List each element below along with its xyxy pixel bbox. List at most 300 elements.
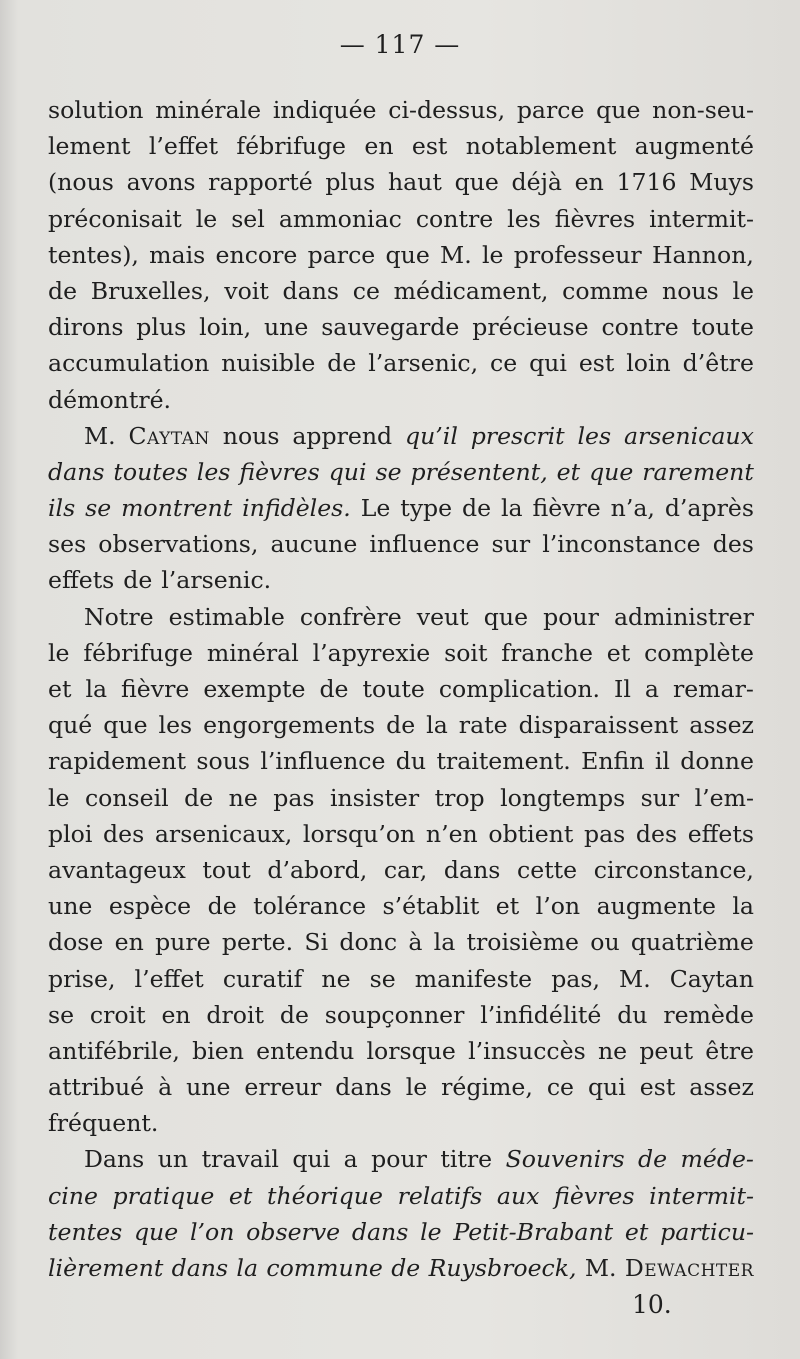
word: aucune: [270, 530, 358, 559]
word: l’em-: [694, 783, 754, 812]
word: apprend: [292, 421, 393, 450]
word: ils: [48, 494, 76, 523]
word: confrère: [299, 602, 402, 631]
word: que: [385, 240, 430, 269]
word: dans: [171, 1254, 229, 1282]
word: effets: [687, 819, 754, 848]
word: perte.: [221, 928, 294, 957]
word: augmenté: [634, 132, 754, 161]
word: obtient: [488, 819, 574, 848]
word: prescrit: [470, 421, 565, 450]
text-line: [48, 816, 754, 852]
word: soit: [444, 638, 488, 667]
word: lement: [48, 132, 131, 161]
word: encore: [215, 240, 298, 269]
word: la: [426, 711, 448, 740]
word: contre: [601, 313, 679, 342]
word: lorsqu’on: [302, 819, 416, 848]
word: des: [712, 530, 754, 559]
text-line: [48, 273, 754, 309]
word: attribué: [48, 1073, 145, 1102]
text-line: [48, 1178, 754, 1214]
word: donc: [339, 928, 398, 957]
word: préconisait: [48, 204, 182, 233]
word: donne: [680, 747, 754, 776]
word: dans: [335, 1073, 392, 1102]
word: et: [606, 638, 631, 667]
word: les: [507, 204, 541, 233]
word: n’a,: [610, 494, 655, 523]
word: quatrième: [630, 928, 754, 957]
word: l’apyrexie: [312, 638, 431, 667]
word: espèce: [108, 892, 192, 921]
word: assez: [689, 711, 754, 740]
text-line: [48, 707, 754, 743]
text-line: [48, 599, 754, 635]
word: Hannon,: [651, 240, 754, 269]
word: d’abord,: [267, 855, 368, 884]
word: parce: [516, 96, 585, 124]
word: l’infidélité: [480, 1000, 602, 1029]
word: présentent,: [410, 457, 548, 486]
word: théorique: [267, 1181, 383, 1210]
word: est: [639, 1073, 676, 1102]
word: de: [386, 711, 416, 740]
text-line: [48, 526, 754, 562]
text-line: [48, 1250, 754, 1286]
word: ci-dessus,: [388, 96, 506, 124]
word: ce: [546, 1073, 575, 1102]
word: dans: [282, 276, 340, 305]
word: nous: [662, 276, 719, 305]
word: soupçonner: [324, 1000, 465, 1029]
word: la: [236, 1254, 259, 1282]
word: tentes),: [48, 240, 139, 269]
word: sel: [231, 204, 265, 233]
word: minérale: [155, 96, 262, 124]
word: veut: [416, 602, 469, 631]
word: le: [195, 204, 218, 233]
word: d’être: [682, 349, 754, 378]
word: les: [577, 421, 612, 450]
word: l’arsenic.: [161, 566, 272, 595]
word: erreur: [244, 1073, 322, 1102]
word: qui: [529, 349, 567, 378]
word: solution: [48, 96, 144, 124]
word: toutes: [113, 457, 188, 486]
word: se: [369, 964, 396, 993]
word: remar-: [672, 675, 754, 703]
word: dans: [351, 1217, 409, 1246]
word: et: [556, 457, 581, 486]
word: travail: [201, 1145, 279, 1174]
word: relatifs: [397, 1181, 483, 1210]
word: minéral: [206, 638, 299, 667]
word: que: [589, 457, 634, 486]
word: et: [495, 892, 520, 921]
word: n’en: [425, 819, 478, 848]
word: et: [228, 1181, 253, 1210]
word: Muys: [689, 168, 754, 197]
word: la: [85, 675, 108, 703]
text-line: [48, 743, 754, 779]
word: d’après: [664, 494, 754, 523]
text-line: [48, 562, 754, 598]
word: trop: [434, 783, 485, 812]
word: conseil: [84, 783, 169, 812]
word: Caytan: [669, 964, 754, 993]
text-line: [48, 888, 754, 924]
word: toute: [362, 675, 425, 703]
word: que: [483, 602, 529, 631]
word: l’on: [189, 1217, 235, 1246]
word: l’inconstance: [542, 530, 701, 559]
text-line: [48, 164, 754, 200]
word: haut: [387, 168, 442, 197]
word: fièvre: [532, 494, 601, 523]
word: les: [158, 711, 193, 740]
word: dans: [443, 855, 501, 884]
word: qui: [587, 1073, 626, 1102]
signature-mark: 10.: [632, 1290, 672, 1319]
word: en: [574, 168, 604, 197]
text-line: [48, 128, 754, 164]
word: voit: [224, 276, 269, 305]
word: plus: [325, 168, 376, 197]
word: 1716: [616, 168, 677, 197]
text-line: [48, 454, 754, 490]
word: manifeste: [414, 964, 533, 993]
word: régime,: [441, 1073, 533, 1102]
word: toute: [691, 313, 754, 342]
word: l’effet: [134, 964, 204, 993]
word: plus: [136, 313, 187, 342]
word: rapidement: [48, 747, 187, 776]
word: rapporté: [208, 168, 313, 197]
word: une: [48, 892, 93, 921]
word: complète: [644, 638, 754, 667]
body-text: [48, 92, 754, 1286]
word: M.: [619, 964, 651, 993]
text-line: [48, 1069, 754, 1105]
word: a: [644, 675, 659, 703]
text-line: [48, 382, 754, 418]
text-line: [48, 201, 754, 237]
word: tolérance: [253, 892, 367, 921]
word: loin: [626, 349, 671, 378]
text-line: [48, 92, 754, 128]
word: augmente: [596, 892, 716, 921]
paragraph: [48, 418, 754, 599]
word: sur: [640, 783, 680, 812]
word: la: [500, 494, 523, 523]
word: pas: [583, 819, 626, 848]
word: une: [263, 313, 309, 342]
word: parce: [307, 240, 376, 269]
word: indiquée: [272, 96, 377, 124]
paragraph: [48, 92, 754, 418]
word: engorgements: [203, 711, 376, 740]
word: médicament,: [393, 276, 549, 305]
word: il: [654, 747, 670, 776]
word: a: [343, 1145, 358, 1174]
text-line: [48, 490, 754, 526]
word: sous: [196, 747, 251, 776]
word: exempte: [203, 675, 306, 703]
word: observations,: [98, 530, 259, 559]
word: arsenicaux,: [154, 819, 293, 848]
word: être: [705, 1036, 754, 1065]
word: ce: [490, 349, 518, 378]
word: le: [732, 276, 754, 305]
word: estimable: [168, 602, 285, 631]
word: circonstance,: [593, 855, 754, 884]
text-line: [48, 1033, 754, 1069]
word: insister: [329, 783, 420, 812]
word: montrent: [121, 494, 233, 523]
word: peut: [639, 1036, 694, 1065]
word: à: [158, 1073, 173, 1102]
word: déjà: [511, 168, 562, 197]
word: contre: [415, 204, 494, 233]
word: lièrement: [48, 1254, 164, 1282]
word: influence: [369, 530, 480, 559]
word: l’on: [535, 892, 581, 921]
text-line: [48, 237, 754, 273]
word: ne: [228, 783, 258, 812]
word: se: [48, 1000, 75, 1029]
word: titre: [440, 1145, 493, 1174]
text-line: [48, 852, 754, 888]
word: loin,: [199, 313, 252, 342]
paragraph: [48, 599, 754, 1142]
word: ne: [321, 964, 351, 993]
word: Enfin: [581, 747, 645, 776]
word: se: [375, 457, 402, 486]
word: des: [635, 819, 678, 848]
word: de: [391, 1254, 421, 1282]
word: traitement.: [436, 747, 571, 776]
word: tentes: [48, 1217, 123, 1246]
word: qu’il: [404, 421, 458, 450]
word: longtemps: [500, 783, 626, 812]
word: remède: [663, 1000, 754, 1029]
word: pure: [155, 928, 211, 957]
word: notablement: [465, 132, 617, 161]
word: sauvegarde: [321, 313, 460, 342]
word: et: [48, 675, 72, 703]
word: se: [85, 494, 112, 523]
word: ce: [352, 276, 380, 305]
word: en: [114, 928, 144, 957]
word: dose: [48, 928, 104, 957]
word: que: [133, 1217, 179, 1246]
word: comme: [562, 276, 649, 305]
word: des: [103, 819, 145, 848]
word: ne: [597, 1036, 628, 1065]
word: un: [157, 1145, 189, 1174]
word: fièvre: [121, 675, 190, 703]
word: la: [732, 892, 754, 921]
word: de: [327, 349, 357, 378]
word: une: [186, 1073, 231, 1102]
word: complication.: [438, 675, 601, 703]
word: nous: [222, 421, 280, 450]
word: fièvres: [554, 204, 636, 233]
word: fébrifuge: [236, 132, 347, 161]
word: de: [48, 276, 78, 305]
word: pas: [273, 783, 315, 812]
word: assez: [689, 1073, 754, 1102]
word: administrer: [613, 602, 754, 631]
word: ses: [48, 530, 87, 559]
word: disparaissent: [518, 711, 679, 740]
word: Souvenirs: [505, 1145, 625, 1174]
word: le: [481, 240, 504, 269]
word: et: [624, 1217, 649, 1246]
word: car,: [383, 855, 428, 884]
word: avantageux: [48, 855, 186, 884]
word: curatif: [222, 964, 303, 993]
word: Ruysbroeck,: [428, 1254, 577, 1282]
word: intermit-: [649, 204, 754, 233]
word: de: [462, 494, 492, 523]
word: entendu: [256, 1036, 355, 1065]
text-line: [48, 1214, 754, 1250]
word: cette: [517, 855, 578, 884]
text-line: [48, 961, 754, 997]
word: Caytan: [128, 421, 210, 450]
word: que: [454, 168, 499, 197]
word: aux: [496, 1181, 540, 1210]
word: observe: [246, 1217, 341, 1246]
word: les: [196, 457, 231, 486]
word: en: [161, 1000, 191, 1029]
word: dans: [48, 457, 105, 486]
word: ammoniac: [278, 204, 402, 233]
word: le: [48, 783, 70, 812]
word: ou: [590, 928, 620, 957]
word: Dans: [84, 1145, 145, 1174]
word: commune: [266, 1254, 383, 1282]
word: de: [638, 1145, 668, 1174]
text-line: [48, 345, 754, 381]
word: avons: [126, 168, 196, 197]
word: non-seu-: [652, 96, 754, 124]
word: Il: [614, 675, 631, 703]
word: est: [411, 132, 448, 161]
word: droit: [206, 1000, 265, 1029]
word: fréquent.: [48, 1109, 159, 1138]
text-line: [48, 1141, 754, 1177]
word: fièvres: [239, 457, 320, 486]
word: nuisible: [221, 349, 316, 378]
word: qui: [292, 1145, 331, 1174]
word: de: [207, 892, 237, 921]
word: Si: [304, 928, 329, 957]
word: méde-: [680, 1145, 754, 1174]
word: pour: [543, 602, 599, 631]
word: l’effet: [148, 132, 219, 161]
word: fébrifuge: [83, 638, 193, 667]
word: dirons: [48, 313, 124, 342]
word: le: [405, 1073, 428, 1102]
page-number: — 117 —: [339, 30, 461, 59]
word: infidèles.: [242, 494, 351, 523]
word: accumulation: [48, 349, 210, 378]
word: particu-: [660, 1217, 754, 1246]
word: (nous: [48, 168, 114, 197]
word: professeur: [513, 240, 642, 269]
word: fièvres: [554, 1181, 635, 1210]
word: intermit-: [649, 1181, 754, 1210]
text-line: [48, 418, 754, 454]
word: M.: [440, 240, 472, 269]
word: rate: [458, 711, 508, 740]
word: franche: [501, 638, 593, 667]
word: Dewachter: [624, 1254, 754, 1282]
text-line: [48, 1105, 754, 1141]
word: l’influence: [260, 747, 386, 776]
word: mais: [149, 240, 206, 269]
word: du: [395, 747, 427, 776]
text-line: [48, 671, 754, 707]
word: qué: [48, 711, 93, 740]
word: lorsque: [366, 1036, 456, 1065]
paragraph: [48, 1141, 754, 1286]
word: est: [578, 349, 615, 378]
word: troisième: [466, 928, 580, 957]
word: ploi: [48, 819, 93, 848]
word: de: [279, 1000, 309, 1029]
word: arsenicaux: [623, 421, 754, 450]
word: effets: [48, 566, 115, 595]
text-line: [48, 309, 754, 345]
word: pratique: [112, 1181, 215, 1210]
word: M.: [84, 421, 116, 450]
word: en: [364, 132, 394, 161]
word: précieuse: [472, 313, 589, 342]
word: le: [420, 1217, 442, 1246]
word: prise,: [48, 964, 116, 993]
word: le: [48, 638, 70, 667]
text-line: [48, 635, 754, 671]
word: qui: [328, 457, 367, 486]
word: tout: [202, 855, 251, 884]
word: pas,: [551, 964, 600, 993]
word: s’établit: [382, 892, 480, 921]
word: de: [123, 566, 153, 595]
text-line: [48, 997, 754, 1033]
word: Bruxelles,: [90, 276, 211, 305]
word: du: [617, 1000, 648, 1029]
word: de: [319, 675, 349, 703]
text-line: [48, 924, 754, 960]
word: démontré.: [48, 385, 172, 414]
word: que: [596, 96, 641, 124]
word: rarement: [642, 457, 754, 486]
word: type: [400, 494, 453, 523]
word: Le: [360, 494, 391, 523]
word: pour: [371, 1145, 427, 1174]
word: M.: [584, 1254, 617, 1282]
word: Petit-Brabant: [453, 1217, 614, 1246]
word: de: [184, 783, 214, 812]
word: à: [408, 928, 423, 957]
text-line: [48, 780, 754, 816]
word: Notre: [84, 602, 154, 631]
word: sur: [491, 530, 531, 559]
